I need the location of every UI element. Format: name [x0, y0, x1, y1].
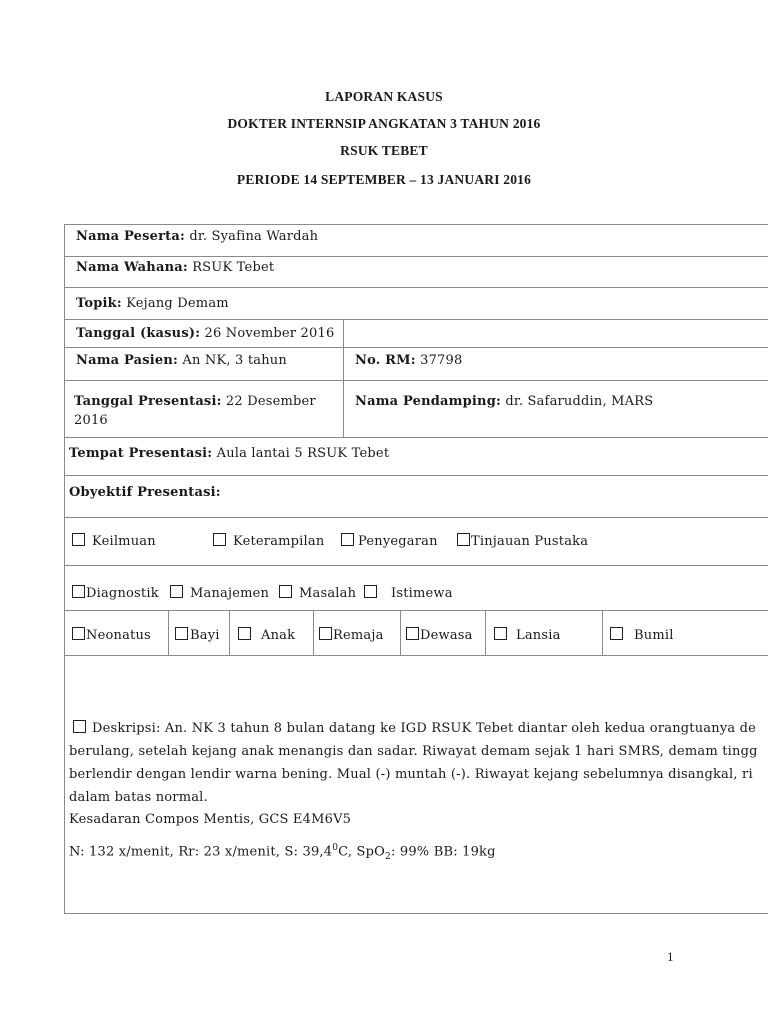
page-number: 1 [667, 949, 674, 964]
option-label: Diagnostik [86, 586, 159, 601]
option-label: Keilmuan [92, 534, 156, 549]
label-nama-wahana: Nama Wahana: [76, 260, 188, 275]
checkbox-icon[interactable] [364, 585, 377, 598]
field-nama-pendamping [355, 394, 653, 409]
option-bayi[interactable] [175, 627, 220, 643]
label-tempat-presentasi: Tempat Presentasi: [69, 446, 213, 461]
option-keterampilan[interactable] [213, 533, 324, 549]
option-label: Tinjauan Pustaka [471, 534, 589, 549]
option-istimewa[interactable] [364, 585, 453, 601]
checkbox-icon[interactable] [73, 720, 86, 733]
label-obyektif-presentasi: Obyektif Presentasi: [69, 485, 221, 500]
option-label: Remaja [333, 628, 384, 643]
option-dewasa[interactable] [406, 627, 473, 643]
checkbox-icon[interactable] [279, 585, 292, 598]
value-topik: Kejang Demam [121, 296, 229, 311]
description-line: berlendir dengan lendir warna bening. Mual (-) muntah (-). Riwayat kejang sebelumnya disangkal, ri [69, 767, 753, 782]
checkbox-icon[interactable] [341, 533, 354, 546]
option-penyegaran[interactable] [341, 533, 438, 549]
checkbox-icon[interactable] [213, 533, 226, 546]
option-label: Penyegaran [358, 534, 438, 549]
checkbox-icon[interactable] [494, 627, 507, 640]
checkbox-icon[interactable] [406, 627, 419, 640]
option-label: Anak [261, 628, 296, 643]
field-nama-pasien [76, 353, 287, 368]
checkbox-icon[interactable] [72, 533, 85, 546]
checkbox-icon[interactable] [319, 627, 332, 640]
description-line [69, 717, 768, 740]
value-nama-pendamping: dr. Safaruddin, MARS [501, 394, 654, 409]
field-topik [76, 296, 229, 311]
option-label: Manajemen [190, 586, 270, 601]
option-label: Masalah [299, 586, 357, 601]
field-tanggal-presentasi [74, 394, 316, 409]
kesadaran-text: Kesadaran Compos Mentis, GCS E4M6V5 [69, 812, 352, 827]
description-block [69, 717, 768, 809]
vitals-degree: 0 [332, 843, 339, 853]
value-nama-wahana: RSUK Tebet [187, 260, 275, 275]
label-nama-pasien: Nama Pasien: [76, 353, 179, 368]
label-nama-peserta: Nama Peserta: [76, 229, 185, 244]
report-period: PERIODE 14 SEPTEMBER – 13 JANUARI 2016 [236, 172, 532, 187]
checkbox-icon[interactable] [72, 627, 85, 640]
option-label: Keterampilan [233, 534, 325, 549]
report-title: LAPORAN KASUS [325, 89, 443, 104]
checkbox-icon[interactable] [170, 585, 183, 598]
value-tanggal-kasus: 26 November 2016 [200, 326, 335, 341]
field-no-rm [355, 353, 462, 368]
option-label: Lansia [516, 628, 561, 643]
checkbox-icon[interactable] [610, 627, 623, 640]
checkbox-icon[interactable] [238, 627, 251, 640]
label-topik: Topik: [76, 296, 122, 311]
label-tanggal-presentasi: Tanggal Presentasi: [74, 394, 222, 409]
description-line: berulang, setelah kejang anak menangis dan sadar. Riwayat demam sejak 1 hari SMRS, demam tingg [69, 744, 758, 759]
option-anak[interactable] [238, 627, 295, 643]
checkbox-icon[interactable] [175, 627, 188, 640]
checkbox-icon[interactable] [72, 585, 85, 598]
vitals-part-c: : 99% BB: 19kg [390, 844, 496, 860]
value-tempat-presentasi: Aula lantai 5 RSUK Tebet [212, 446, 390, 461]
option-tinjauan-pustaka[interactable] [457, 533, 588, 549]
description-text-1: Deskripsi: An. NK 3 tahun 8 bulan datang ke IGD RSUK Tebet diantar oleh kedua orangtuanya de [92, 721, 757, 736]
option-label: Dewasa [420, 628, 473, 643]
field-tempat-presentasi [69, 446, 389, 461]
field-nama-peserta [76, 229, 318, 244]
value-nama-pasien: An NK, 3 tahun [178, 353, 287, 368]
field-tanggal-kasus [76, 326, 334, 341]
vitals-spo2-sub: 2 [385, 851, 391, 862]
label-nama-pendamping: Nama Pendamping: [355, 394, 501, 409]
option-label: Bayi [190, 628, 220, 643]
description-line: dalam batas normal. [69, 790, 208, 805]
checkbox-icon[interactable] [457, 533, 470, 546]
vitals-part-b: C, SpO [338, 844, 386, 860]
option-label: Neonatus [86, 628, 151, 643]
option-neonatus[interactable] [72, 627, 151, 643]
option-diagnostik[interactable] [72, 585, 159, 601]
option-label: Istimewa [391, 586, 453, 601]
option-bumil[interactable] [610, 627, 674, 643]
field-nama-wahana [76, 260, 274, 275]
option-lansia[interactable] [494, 627, 561, 643]
value-tanggal-presentasi-year: 2016 [74, 413, 108, 428]
label-tanggal-kasus: Tanggal (kasus): [76, 326, 201, 341]
value-no-rm: 37798 [415, 353, 463, 368]
option-label: Bumil [634, 628, 674, 643]
value-nama-peserta: dr. Syafina Wardah [184, 229, 319, 244]
vitals-part-a: N: 132 x/menit, Rr: 23 x/menit, S: 39,4 [69, 844, 333, 860]
value-tanggal-presentasi: 22 Desember [221, 394, 316, 409]
vital-signs-text [69, 843, 496, 862]
report-subtitle: DOKTER INTERNSIP ANGKATAN 3 TAHUN 2016 [227, 116, 541, 131]
label-no-rm: No. RM: [355, 353, 416, 368]
option-remaja[interactable] [319, 627, 384, 643]
option-manajemen[interactable] [170, 585, 269, 601]
option-masalah[interactable] [279, 585, 356, 601]
hospital-name: RSUK TEBET [340, 143, 428, 158]
option-keilmuan[interactable] [72, 533, 156, 549]
